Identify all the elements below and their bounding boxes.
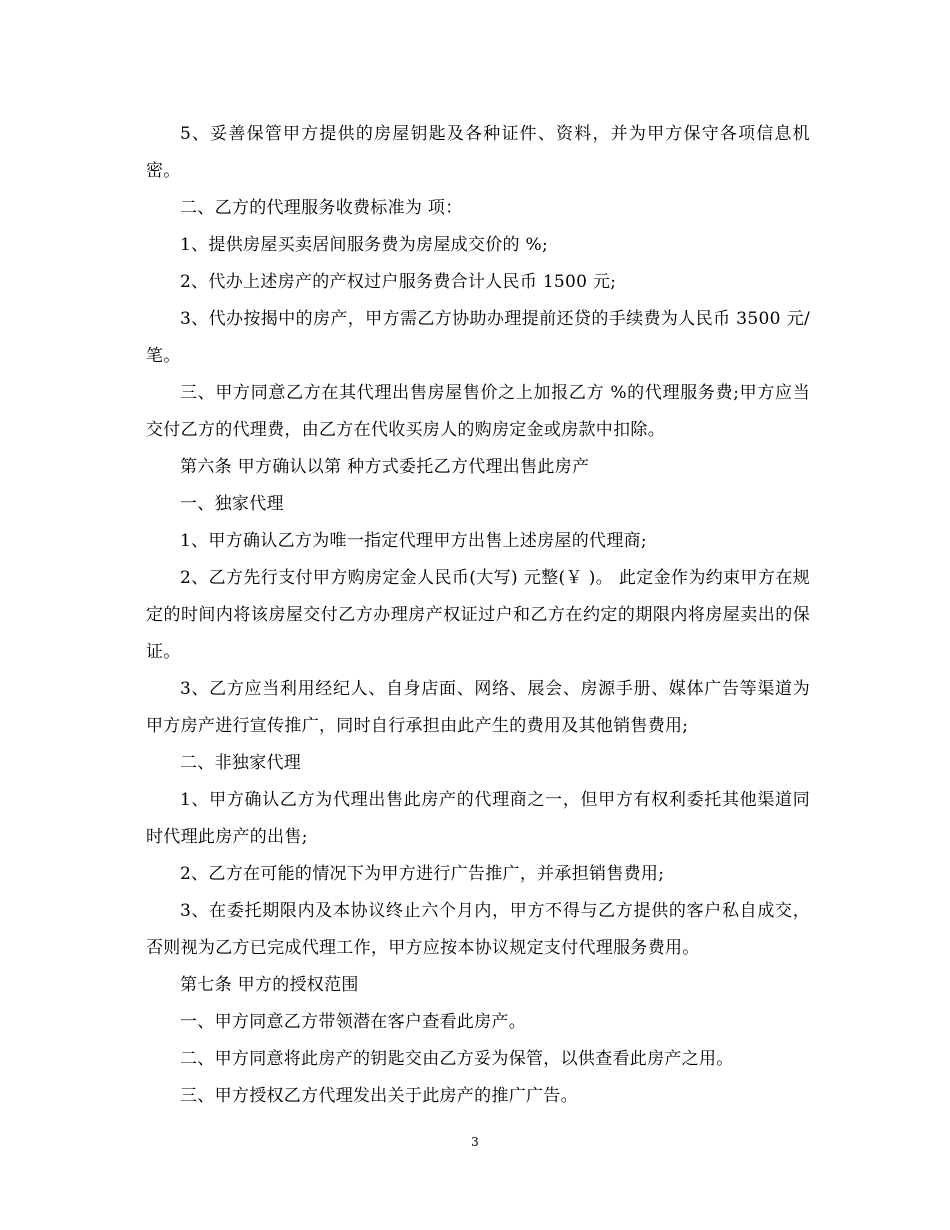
page-number: 3 — [471, 1135, 479, 1149]
paragraph: 1、甲方确认乙方为唯一指定代理甲方出售上述房屋的代理商; — [180, 531, 647, 551]
paragraph: 2、乙方先行支付甲方购房定金人民币(大写) 元整(￥ )。 此定金作为约束甲方在规定的时间内将该房屋交付乙方办理房产权证过户和乙方在约定的期限内将房屋卖出的保证。 — [146, 568, 810, 662]
paragraph: 二、甲方同意将此房产的钥匙交由乙方妥为保管，以供查看此房产之用。 — [180, 1049, 734, 1069]
paragraph: 2、代办上述房产的产权过户服务费合计人民币 1500 元; — [180, 272, 617, 292]
section-heading: 第七条 甲方的授权范围 — [180, 975, 359, 995]
document-body — [146, 116, 810, 1115]
paragraph: 二、乙方的代理服务收费标准为 项： — [180, 198, 463, 218]
paragraph: 1、提供房屋买卖居间服务费为房屋成交价的 %; — [180, 235, 548, 255]
paragraph: 三、甲方同意乙方在其代理出售房屋售价之上加报乙方 %的代理服务费;甲方应当交付乙方的代理费，由乙方在代收买房人的购房定金或房款中扣除。 — [146, 383, 810, 440]
paragraph: 2、乙方在可能的情况下为甲方进行广告推广，并承担销售费用; — [180, 864, 665, 884]
paragraph: 三、甲方授权乙方代理发出关于此房产的推广广告。 — [180, 1086, 578, 1106]
subsection-heading: 一、独家代理 — [180, 494, 284, 514]
paragraph: 1、甲方确认乙方为代理出售此房产的代理商之一，但甲方有权利委托其他渠道同时代理此房产的出售; — [146, 790, 810, 847]
paragraph: 3、代办按揭中的房产，甲方需乙方协助办理提前还贷的手续费为人民币 3500 元/笔。 — [146, 309, 810, 366]
paragraph: 3、在委托期限内及本协议终止六个月内，甲方不得与乙方提供的客户私自成交，否则视为乙方已完成代理工作，甲方应按本协议规定支付代理服务费用。 — [146, 901, 810, 958]
paragraph: 3、乙方应当利用经纪人、自身店面、网络、展会、房源手册、媒体广告等渠道为甲方房产进行宣传推广，同时自行承担由此产生的费用及其他销售费用; — [146, 679, 810, 736]
section-heading: 第六条 甲方确认以第 种方式委托乙方代理出售此房产 — [180, 457, 590, 477]
paragraph: 5、妥善保管甲方提供的房屋钥匙及各种证件、资料，并为甲方保守各项信息机密。 — [146, 124, 810, 181]
paragraph: 一、甲方同意乙方带领潜在客户查看此房产。 — [180, 1012, 526, 1032]
subsection-heading: 二、非独家代理 — [180, 753, 302, 773]
